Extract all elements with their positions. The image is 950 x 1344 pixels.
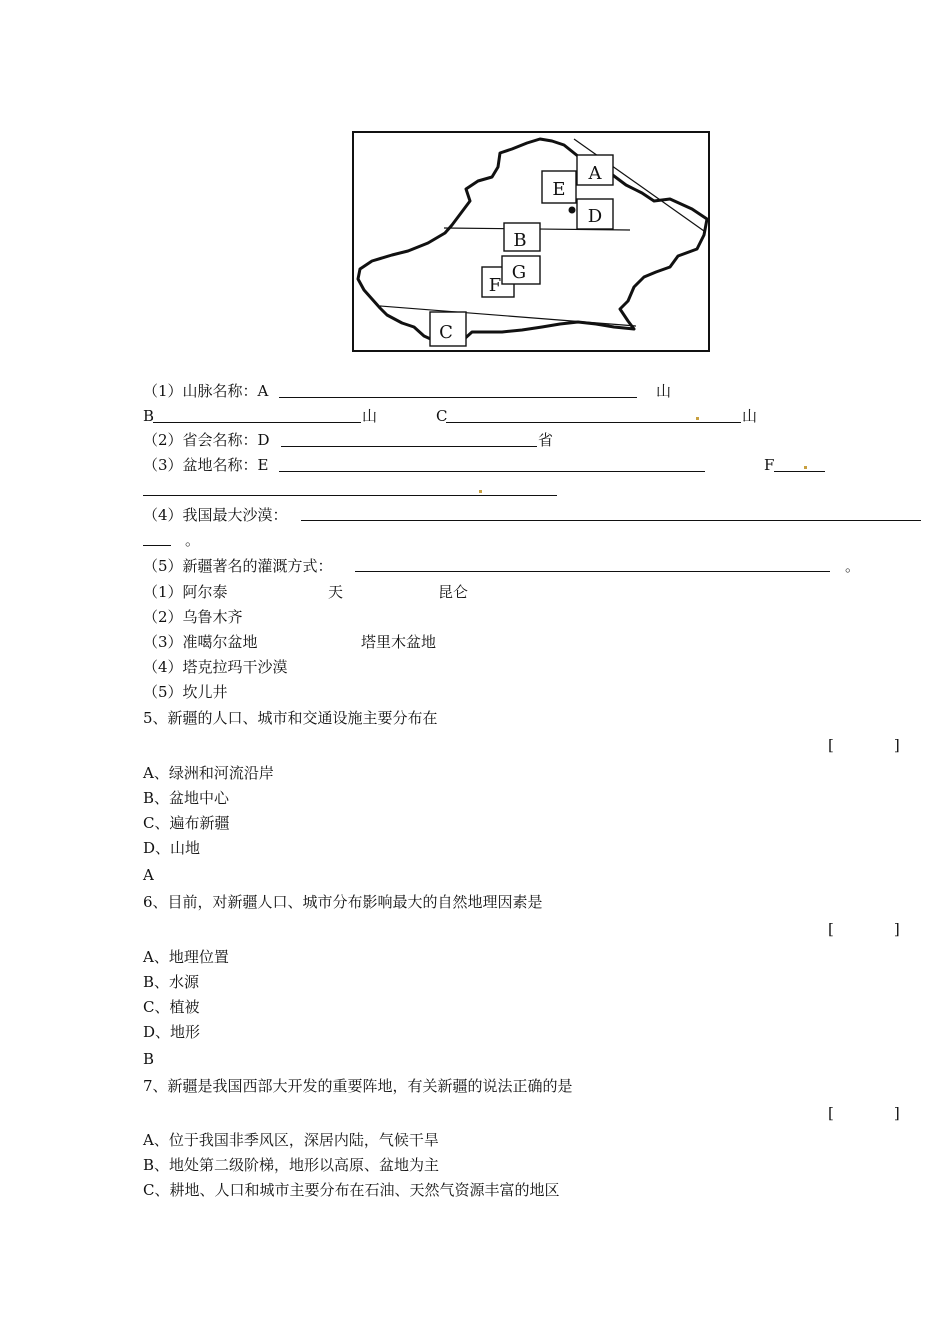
question-6-option-a: A、地理位置	[143, 948, 229, 966]
q4-end: 。	[185, 531, 201, 549]
q1-blank-b[interactable]	[153, 422, 361, 423]
question-6-bracket[interactable]: [ ]	[828, 920, 900, 938]
q1-b-prefix: B	[143, 407, 155, 425]
question-5-option-d: D、山地	[143, 839, 201, 857]
q1-suffix-a: 山	[656, 382, 672, 400]
answer-3-tarim: 塔里木盆地	[361, 633, 437, 651]
q1-b-suffix: 山	[362, 407, 378, 425]
q5-blank[interactable]	[355, 571, 830, 572]
q3-f-prefix: F	[764, 456, 775, 474]
question-6-answer: B	[143, 1050, 155, 1068]
stray-mark	[804, 466, 807, 469]
q3-prefix: （3）盆地名称：E	[143, 456, 269, 474]
xinjiang-map-figure	[352, 131, 710, 352]
q3-blank-f[interactable]	[774, 471, 825, 472]
label-b: B	[513, 230, 527, 251]
q3-blank-f-cont[interactable]	[143, 495, 557, 496]
answer-1-kunlun: 昆仑	[438, 583, 469, 601]
q2-blank[interactable]	[281, 446, 537, 447]
q5-end: 。	[845, 557, 861, 575]
stray-mark	[479, 490, 482, 493]
q1-prefix: （1）山脉名称：A	[143, 382, 269, 400]
label-a: A	[588, 163, 602, 184]
q5-prefix: （5）新疆著名的灌溉方式：	[143, 557, 333, 575]
question-5-option-b: B、盆地中心	[143, 789, 230, 807]
stray-mark	[696, 417, 699, 420]
question-7-bracket[interactable]: [ ]	[828, 1104, 900, 1122]
question-7-stem: 7、新疆是我国西部大开发的重要阵地，有关新疆的说法正确的是	[143, 1077, 573, 1095]
label-e: E	[552, 179, 566, 200]
question-6-option-c: C、植被	[143, 998, 200, 1016]
q4-prefix: （4）我国最大沙漠：	[143, 506, 288, 524]
q1-blank-a[interactable]	[279, 397, 637, 398]
q1-c-prefix: C	[436, 407, 448, 425]
question-6-stem: 6、目前，对新疆人口、城市分布影响最大的自然地理因素是	[143, 893, 543, 911]
q1-c-suffix: 山	[742, 407, 758, 425]
question-5-stem: 5、新疆的人口、城市和交通设施主要分布在	[143, 709, 438, 727]
answer-1-tian: 天	[328, 583, 344, 601]
question-7-option-c: C、耕地、人口和城市主要分布在石油、天然气资源丰富的地区	[143, 1181, 560, 1199]
q3-blank-e[interactable]	[279, 471, 705, 472]
question-5-option-a: A、绿洲和河流沿岸	[143, 764, 274, 782]
label-g: G	[511, 262, 527, 283]
answer-5: （5）坎儿井	[143, 683, 228, 701]
question-5-option-c: C、遍布新疆	[143, 814, 230, 832]
answer-4: （4）塔克拉玛干沙漠	[143, 658, 288, 676]
label-d: D	[587, 206, 603, 227]
question-7-option-a: A、位于我国非季风区，深居内陆，气候干旱	[143, 1131, 439, 1149]
q4-blank-cont[interactable]	[143, 545, 171, 546]
question-6-option-b: B、水源	[143, 973, 200, 991]
q2-suffix: 省	[538, 431, 554, 449]
question-5-answer: A	[143, 866, 154, 884]
answer-1: （1）阿尔泰	[143, 583, 228, 601]
q4-blank[interactable]	[301, 520, 921, 521]
label-c: C	[439, 322, 453, 343]
question-5-bracket[interactable]: [ ]	[828, 736, 900, 754]
question-6-option-d: D、地形	[143, 1023, 201, 1041]
answer-2: （2）乌鲁木齐	[143, 608, 243, 626]
answer-3: （3）准噶尔盆地	[143, 633, 258, 651]
label-f: F	[488, 275, 502, 296]
q1-blank-c[interactable]	[446, 422, 741, 423]
capital-dot	[569, 207, 576, 214]
question-7-option-b: B、地处第二级阶梯，地形以高原、盆地为主	[143, 1156, 440, 1174]
q2-prefix: （2）省会名称：D	[143, 431, 270, 449]
